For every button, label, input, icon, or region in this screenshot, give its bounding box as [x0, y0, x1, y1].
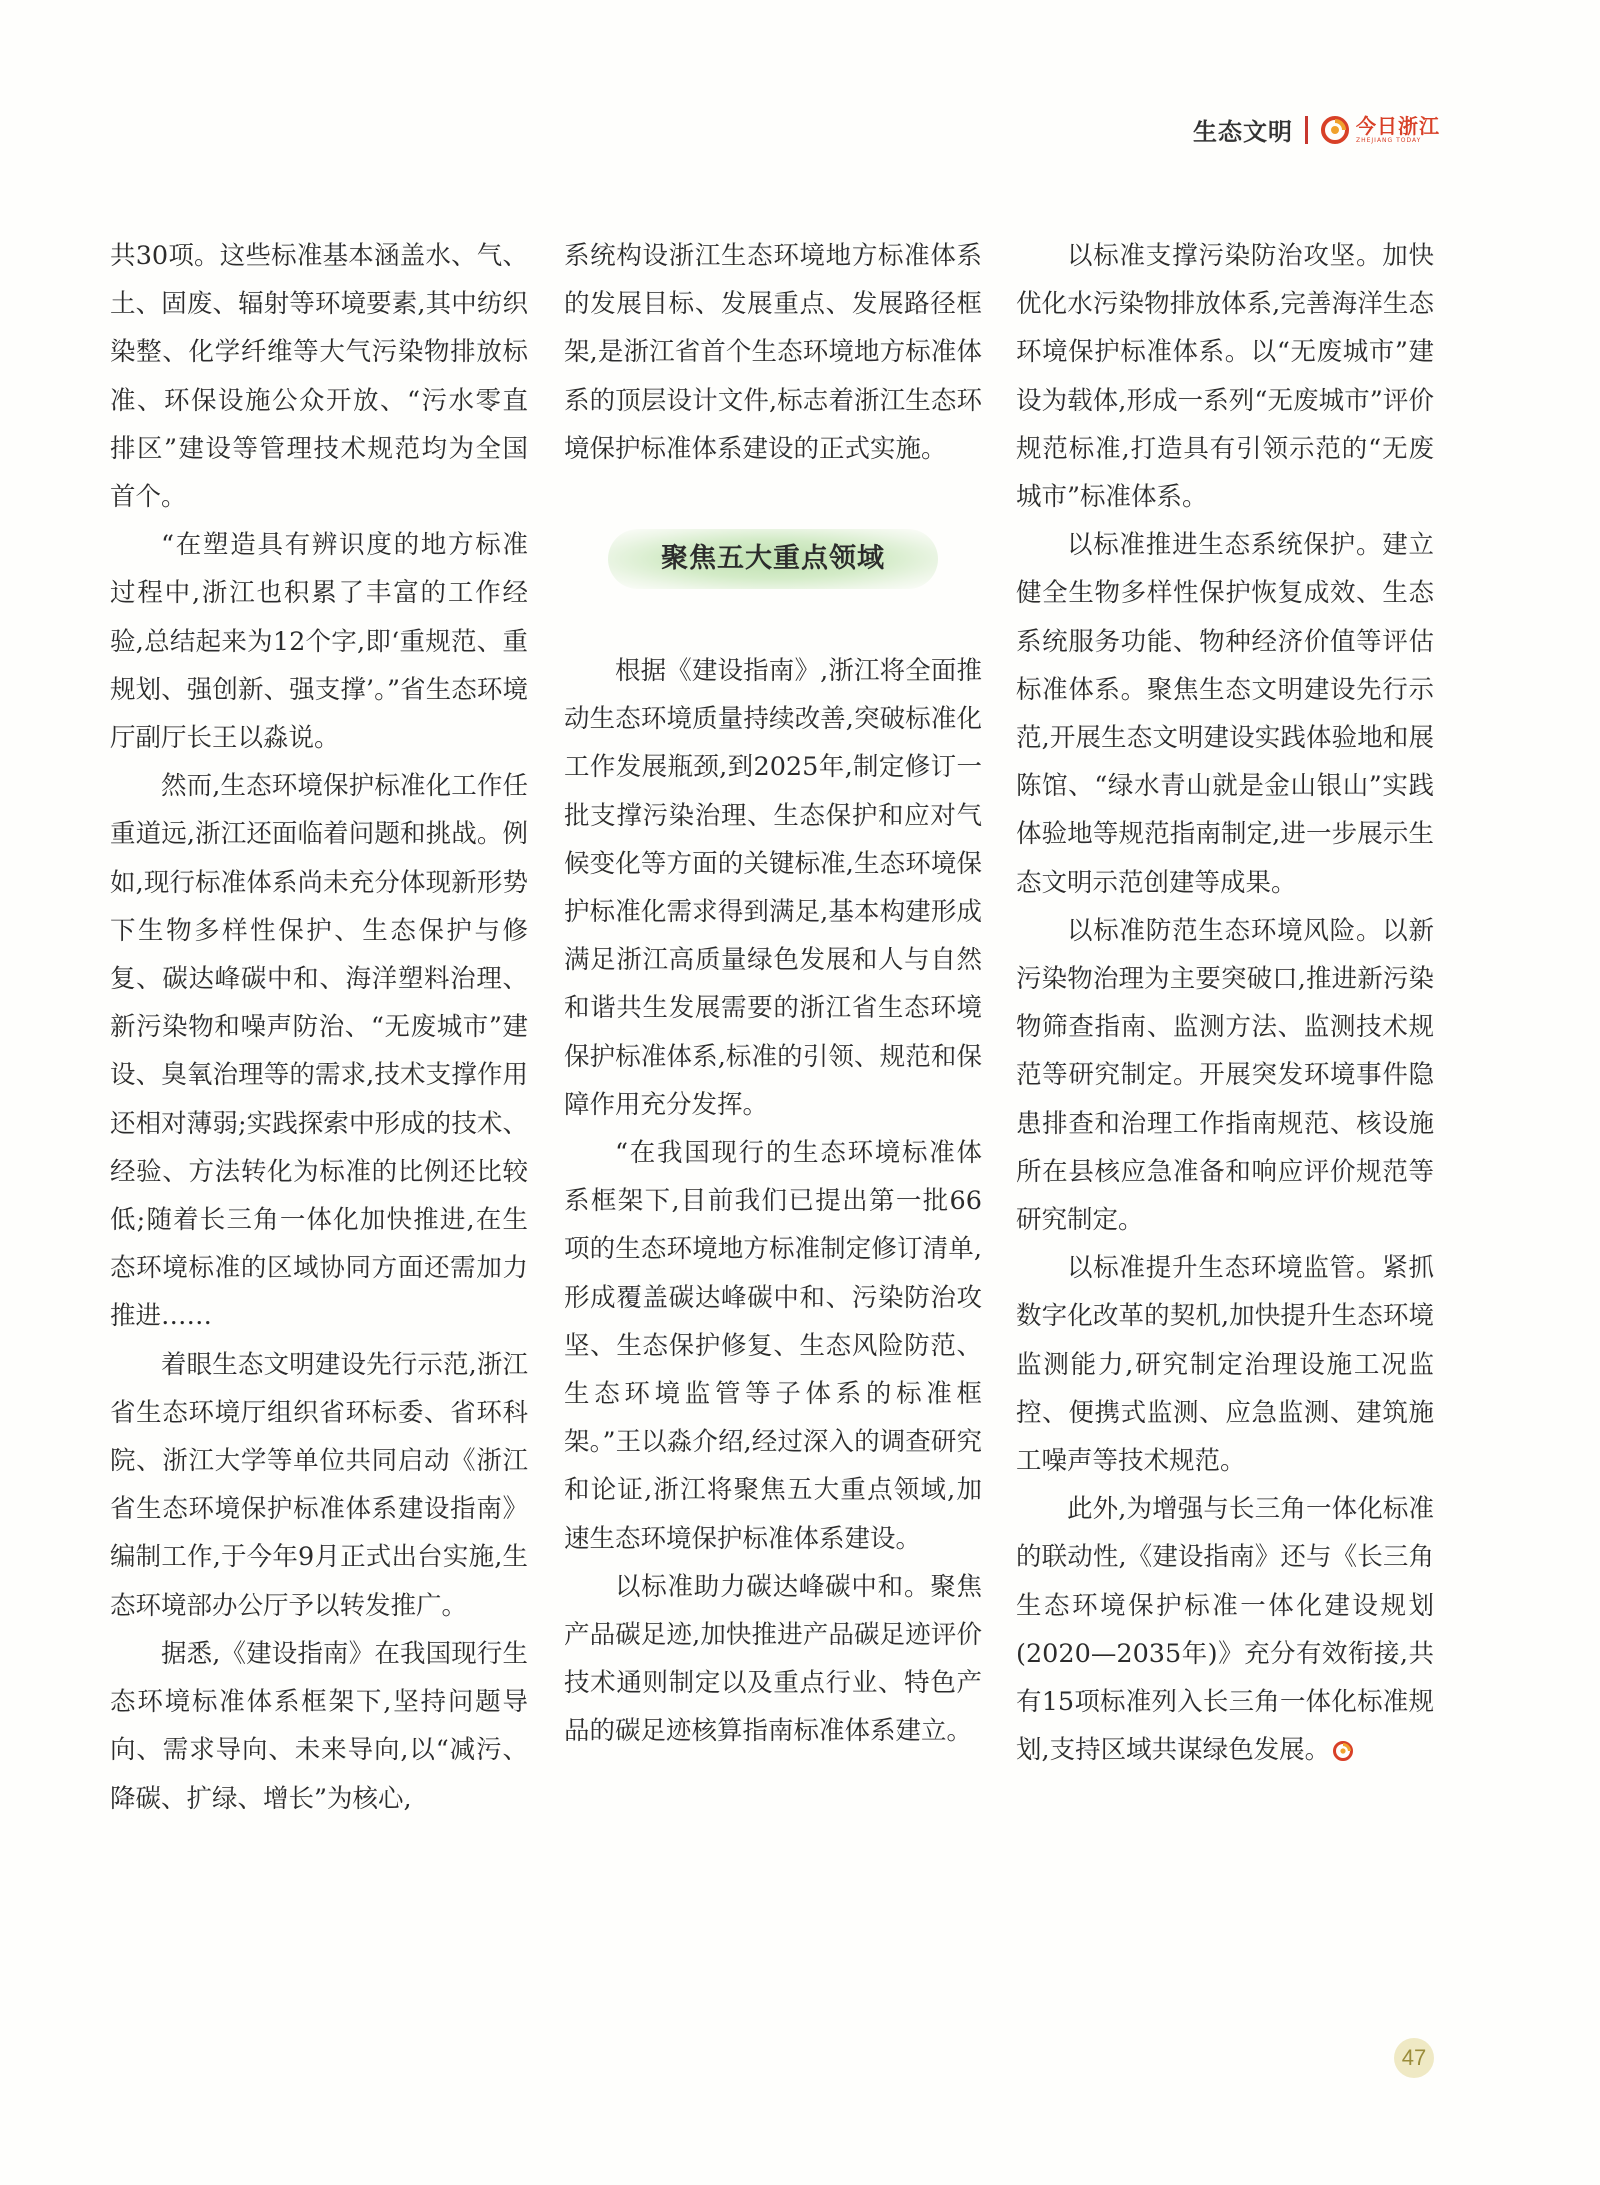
paragraph: “在我国现行的生态环境标准体系框架下,目前我们已提出第一批66项的生态环境地方标准制定修订清单,形成覆盖碳达峰碳中和、污染防治攻坚、生态保护修复、生态风险防范、生态环境监管等子体系的标准框架。”王以淼介绍,经过深入的调查研究和论证,浙江将聚焦五大重点领域,加速生态环境保护标准体系建设。: [564, 1138, 982, 1554]
logo-text: 今日浙江: [1356, 113, 1440, 138]
paragraph: 着眼生态文明建设先行示范,浙江省生态环境厅组织省环标委、省环科院、浙江大学等单位共同启动《浙江省生态环境保护标准体系建设指南》编制工作,于今年9月正式出台实施,生态环境部办公厅予以转发推广。: [110, 1349, 528, 1621]
article-column-1: [110, 232, 528, 1823]
paragraph-with-end-mark: [1016, 1485, 1434, 1774]
paragraph: 共30项。这些标准基本涵盖水、气、土、固废、辐射等环境要素,其中纺织染整、化学纤维等大气污染物排放标准、环保设施公众开放、“污水零直排区”建设等管理技术规范均为全国首个。: [110, 241, 528, 513]
magazine-logo: [1320, 115, 1440, 145]
paragraph: 以标准提升生态环境监管。紧抓数字化改革的契机,加快提升生态环境监测能力,研究制定治理设施工况监控、便携式监测、应急监测、建筑施工噪声等技术规范。: [1016, 1253, 1434, 1477]
logo-subtext: ZHEJIANG TODAY: [1356, 136, 1422, 144]
paragraph-text: 此外,为增强与长三角一体化标准的联动性,《建设指南》还与《长三角生态环境保护标准一体化建设规划(2020—2035年)》充分有效衔接,共有15项标准列入长三角一体化标准规划,支持区域共谋绿色发展。: [1016, 1494, 1434, 1766]
end-swirl-icon: [1332, 1740, 1354, 1762]
paragraph: 根据《建设指南》,浙江将全面推动生态环境质量持续改善,突破标准化工作发展瓶颈,到2025年,制定修订一批支撑污染治理、生态保护和应对气候变化等方面的关键标准,生态环境保护标准化需求得到满足,基本构建形成满足浙江高质量绿色发展和人与自然和谐共生发展需要的浙江省生态环境保护标准体系,标准的引领、规范和保障作用充分发挥。: [564, 656, 982, 1120]
paragraph: 系统构设浙江生态环境地方标准体系的发展目标、发展重点、发展路径框架,是浙江省首个生态环境地方标准体系的顶层设计文件,标志着浙江生态环境保护标准体系建设的正式实施。: [564, 241, 982, 464]
paragraph: 以标准支撑污染防治攻坚。加快优化水污染物排放体系,完善海洋生态环境保护标准体系。以“无废城市”建设为载体,形成一系列“无废城市”评价规范标准,打造具有引领示范的“无废城市”标准体系。: [1016, 241, 1434, 513]
article-column-2: [564, 232, 982, 1756]
sun-swirl-icon: [1320, 115, 1350, 145]
paragraph: 以标准助力碳达峰碳中和。聚焦产品碳足迹,加快推进产品碳足迹评价技术通则制定以及重点行业、特色产品的碳足迹核算指南标准体系建立。: [564, 1571, 982, 1747]
section-name: 生态文明: [1193, 118, 1293, 146]
paragraph: 以标准防范生态环境风险。以新污染物治理为主要突破口,推进新污染物筛查指南、监测方法、监测技术规范等研究制定。开展突发环境事件隐患排查和治理工作指南规范、核设施所在县核应急准备和响应评价规范等研究制定。: [1016, 915, 1434, 1236]
header-divider: [1305, 116, 1308, 144]
page-header: [1193, 112, 1440, 147]
section-heading: 聚焦五大重点领域: [608, 529, 938, 589]
page-number: 47: [1394, 2038, 1434, 2078]
paragraph: 以标准推进生态系统保护。建立健全生物多样性保护恢复成效、生态系统服务功能、物种经济价值等评估标准体系。聚焦生态文明建设先行示范,开展生态文明建设实践体验地和展陈馆、“绿水青山就是金山银山”实践体验地等规范指南制定,进一步展示生态文明示范创建等成果。: [1016, 530, 1434, 898]
paragraph: 然而,生态环境保护标准化工作任重道远,浙江还面临着问题和挑战。例如,现行标准体系尚未充分体现新形势下生物多样性保护、生态保护与修复、碳达峰碳中和、海洋塑料治理、新污染物和噪声防治、“无废城市”建设、臭氧治理等的需求,技术支撑作用还相对薄弱;实践探索中形成的技术、经验、方法转化为标准的比例还比较低;随着长三角一体化加快推进,在生态环境标准的区域协同方面还需加力推进……: [110, 771, 528, 1332]
article-column-3: [1016, 232, 1434, 1775]
paragraph: 据悉,《建设指南》在我国现行生态环境标准体系框架下,坚持问题导向、需求导向、未来导向,以“减污、降碳、扩绿、增长”为核心,: [110, 1638, 528, 1814]
paragraph: “在塑造具有辨识度的地方标准过程中,浙江也积累了丰富的工作经验,总结起来为12个字,即‘重规范、重规划、强创新、强支撑’。”省生态环境厅副厅长王以淼说。: [110, 530, 528, 754]
